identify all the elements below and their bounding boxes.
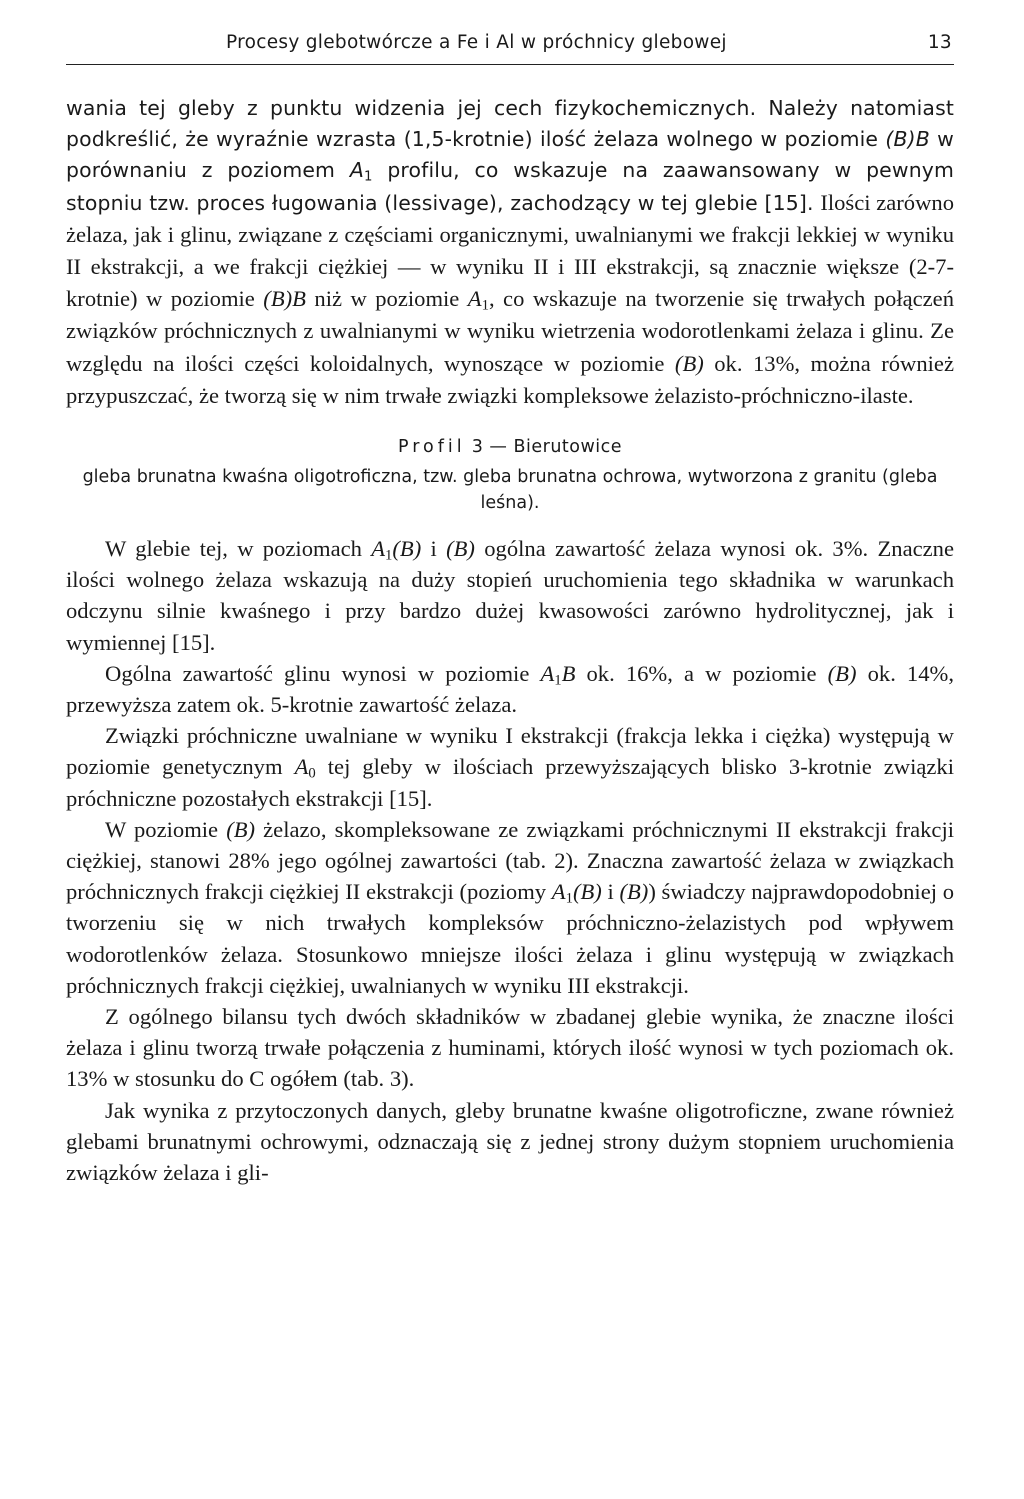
running-header <box>66 30 954 65</box>
section-heading <box>66 434 954 516</box>
paragraph-5: W poziomie (B) żelazo, skompleksowane ze związkami próchnicznymi II ekstrakcji frakcji ciężkiej, stanowi 28% jego ogólnej zawartości (tab. 2). Znaczna zawartość żelaza w związkach próchnicznych frakcji ciężkiej II ekstrakcji (poziomy $A_1(B)$ i (B)) świadczy najprawdopodobniej o tworzeniu się w nich trwałych kompleksów próchniczno-żelazistych pod wpływem wodorotlenków żelaza. Stosunkowo mniejsze ilości żelaza i glinu występują w związkach próchnicznych frakcji ciężkiej, uwalnianych w wyniku III ekstrakcji. <box>66 816 955 998</box>
profile-description: gleba brunatna kwaśna oligotroficzna, tzw. gleba brunatna ochrowa, wytworzona z granitu (gleba leśna). <box>82 467 938 514</box>
paragraph-2: W glebie tej, w poziomach $A_1(B)$ i (B) ogólna zawartość żelaza wynosi ok. 3%. Znaczne ilości wolnego żelaza wskazują na duży stopień uruchomienia tego składnika w warunkach odczynu silnie kwaśnego i przy bardzo dużej kwasowości zarówno hydrolitycznej, jak i wymiennej [15]. <box>66 536 954 655</box>
paragraph-1: wania tej gleby z punktu widzenia jej cech fizykochemicznych. Należy natomiast podkreślić, że wyraźnie wzrasta (1,5-krotnie) ilość żelaza wolnego w poziomie (B)B w porównaniu z poziomem $A_1$ profilu, co wskazuje na zaawansowany w pewnym stopniu tzw. proces ługowania (lessivage), zachodzący w tej glebie [15]. Ilości zarówno żelaza, jak i glinu, związane z częściami organicznymi, uwalnianymi we frakcji lekkiej w wyniku II ekstrakcji, a we frakcji ciężkiej — w wyniku II i III ekstrakcji, są znacznie większe (2-7-krotnie) w poziomie (B)B niż w poziomie $A_1$, co wskazuje na tworzenie się trwałych połączeń związków próchnicznych z uwalnianymi w wyniku wietrzenia wodorotlenkami żelaza i glinu. Ze względu na ilości części koloidalnych, wynoszące w poziomie (B) ok. 13%, można również przypuszczać, że tworzą się w nim trwałe związki kompleksowe żelazisto-próchniczno-ilaste. <box>66 96 955 408</box>
page-number: 13 <box>927 32 952 53</box>
paragraph-6: Z ogólnego bilansu tych dwóch składników w zbadanej glebie wynika, że znaczne ilości żelaza i glinu tworzą trwałe połączenia z huminami, których ilość wynosi w tych poziomach ok. 13% w stosunku do C ogółem (tab. 3). <box>66 1004 954 1092</box>
profile-title: Profil 3 — Bierutowice <box>397 437 623 458</box>
page <box>66 30 954 1188</box>
running-title: Procesy glebotwórcze a Fe i Al w próchnicy glebowej <box>226 32 727 53</box>
paragraph-4: Związki próchniczne uwalniane w wyniku I ekstrakcji (frakcja lekka i ciężka) występują w poziomie genetycznym $A_0$ tej gleby w ilościach przewyższających blisko 3-krotnie związki próchniczne pozostałych ekstrakcji [15]. <box>66 723 955 811</box>
body-text <box>66 93 954 1188</box>
paragraph-3: Ogólna zawartość glinu wynosi w poziomie $A_1B$ ok. 16%, a w poziomie (B) ok. 14%, przewyższa zatem ok. 5-krotnie zawartość żelaza. <box>66 660 954 718</box>
paragraph-7: Jak wynika z przytoczonych danych, gleby brunatne kwaśne oligotroficzne, zwane również glebami brunatnymi ochrowymi, odznaczają się z jednej strony dużym stopniem uruchomienia związków żelaza i gli- <box>66 1097 954 1186</box>
